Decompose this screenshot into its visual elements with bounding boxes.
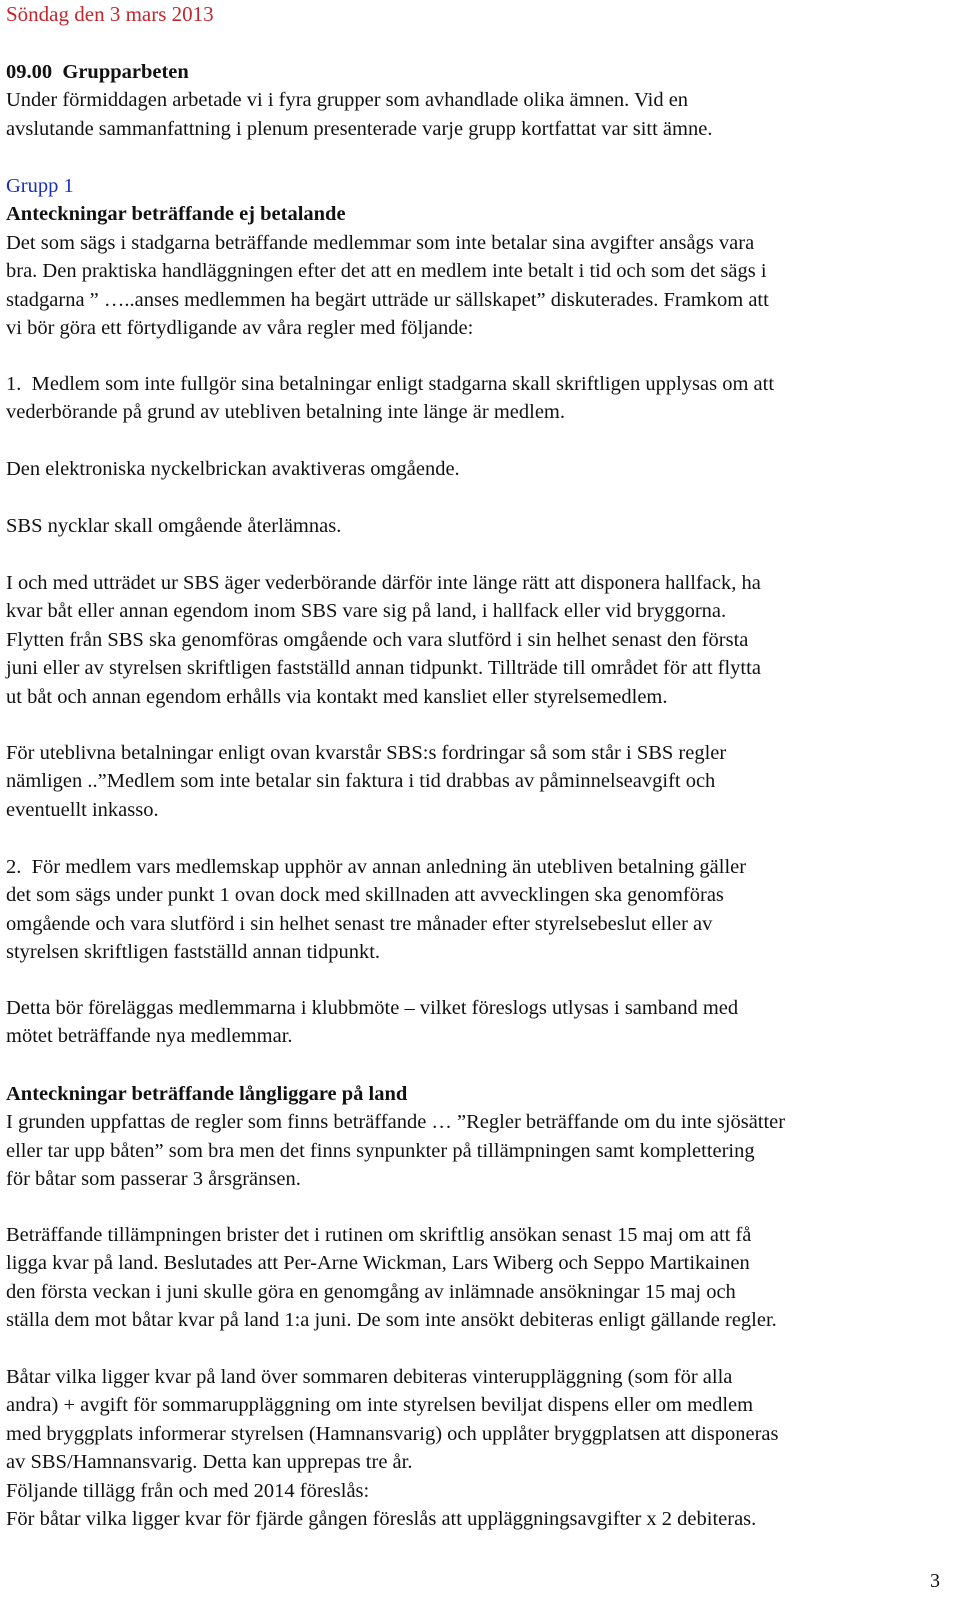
group-heading: Anteckningar beträffande ej betalande [6,203,346,226]
text-line: avslutande sammanfattning i plenum presenterade varje grupp kortfattat var sitt ämne. [6,117,713,140]
text-line: omgående och vara slutförd i sin helhet senast tre månader efter styrelsebeslut eller av [6,912,713,935]
text-line: eller tar upp båten” som bra men det finns synpunkter på tillämpningen samt komplettering [6,1139,755,1162]
klubbmote-paragraph [6,994,944,1051]
text-line: eventuellt inkasso. [6,798,159,821]
text-line: styrelsen skriftligen fastställd annan tidpunkt. [6,941,381,964]
langliggare-heading: Anteckningar beträffande långliggare på land [6,1083,408,1105]
text-line: Detta bör föreläggas medlemmarna i klubbmöte – vilket föreslogs utlysas i samband med [6,997,739,1019]
tillampning-paragraph [6,1221,944,1335]
group-1-section [6,172,944,342]
point-2-paragraph [6,853,944,967]
section-heading: 09.00 Grupparbeten [6,61,189,83]
fordringar-paragraph [6,739,944,824]
langliggare-section [6,1080,944,1194]
key-paragraph [6,455,944,483]
point-1-paragraph [6,370,944,427]
text-line: vederbörande på grund av utebliven betalning inte länge är medlem. [6,401,565,424]
date-heading: Söndag den 3 mars 2013 [6,2,214,26]
text-line: För uteblivna betalningar enligt ovan kvarstår SBS:s fordringar så som står i SBS regler [6,742,727,764]
utträde-paragraph [6,569,944,711]
text-line: juni eller av styrelsen skriftligen fastställd annan tidpunkt. Tillträde till området för att flytta [6,657,761,680]
text-line: Båtar vilka ligger kvar på land över sommaren debiteras vinteruppläggning (som för alla [6,1366,733,1388]
text-line: vi bör göra ett förtydligande av våra regler med följande: [6,317,474,340]
text-line: det som sägs under punkt 1 ovan dock med skillnaden att avvecklingen ska genomföras [6,884,724,907]
text-line: den första veckan i juni skulle göra en genomgång av inlämnade ansökningar 15 maj och [6,1280,736,1303]
text-line: 2. För medlem vars medlemskap upphör av annan anledning än utebliven betalning gäller [6,856,747,878]
page-number: 3 [930,1570,940,1592]
text-line: 1. Medlem som inte fullgör sina betalningar enligt stadgarna skall skriftligen upplysas om att [6,373,775,395]
section-grupparbeten [6,58,944,143]
text-line: I och med utträdet ur SBS äger vederbörande därför inte länge rätt att disponera hallfack, ha [6,572,761,594]
text-line: kvar båt eller annan egendom inom SBS vare sig på land, i hallfack eller vid bryggorna. [6,600,727,623]
text-line: Följande tillägg från och med 2014 föreslås: [6,1479,370,1502]
text-line: Beträffande tillämpningen brister det i rutinen om skriftlig ansökan senast 15 maj om att få [6,1224,752,1246]
text-line: För båtar vilka ligger kvar för fjärde gången föreslås att uppläggningsavgifter x 2 debiteras. [6,1508,757,1531]
text-line: av SBS/Hamnansvarig. Detta kan upprepas tre år. [6,1451,413,1474]
text-line: för båtar som passerar 3 årsgränsen. [6,1168,301,1191]
text-line: ligga kvar på land. Beslutades att Per-Arne Wickman, Lars Wiberg och Seppo Martikainen [6,1252,750,1275]
sbs-keys-paragraph [6,512,944,540]
text-line: SBS nycklar skall omgående återlämnas. [6,515,342,537]
text-line: Den elektroniska nyckelbrickan avaktiveras omgående. [6,458,460,480]
sommar-paragraph [6,1363,944,1533]
text-line: Flytten från SBS ska genomföras omgående och vara slutförd i sin helhet senast den första [6,628,749,651]
text-line: ställa dem mot båtar kvar på land 1:a juni. De som inte ansökt debiteras enligt gällande regler. [6,1309,777,1332]
group-label: Grupp 1 [6,175,74,197]
text-line: ut båt och annan egendom erhålls via kontakt med kansliet eller styrelsemedlem. [6,685,668,708]
text-line: stadgarna ” …..anses medlemmen ha begärt utträde ur sällskapet” diskuterades. Framkom att [6,288,769,311]
text-line: I grunden uppfattas de regler som finns beträffande … ”Regler beträffande om du inte sjösätter [6,1111,786,1134]
text-line: bra. Den praktiska handläggningen efter det att en medlem inte betalt i tid och som det sägs i [6,260,767,283]
text-line: mötet beträffande nya medlemmar. [6,1025,293,1048]
text-line: Det som sägs i stadgarna beträffande medlemmar som inte betalar sina avgifter ansågs vara [6,231,755,254]
text-line: Under förmiddagen arbetade vi i fyra grupper som avhandlade olika ämnen. Vid en [6,89,689,112]
text-line: med bryggplats informerar styrelsen (Hamnansvarig) och upplåter bryggplatsen att disponeras [6,1422,779,1445]
text-line: andra) + avgift för sommaruppläggning om inte styrelsen beviljat dispens eller om medlem [6,1394,754,1417]
text-line: nämligen ..”Medlem som inte betalar sin faktura i tid drabbas av påminnelseavgift och [6,770,716,793]
